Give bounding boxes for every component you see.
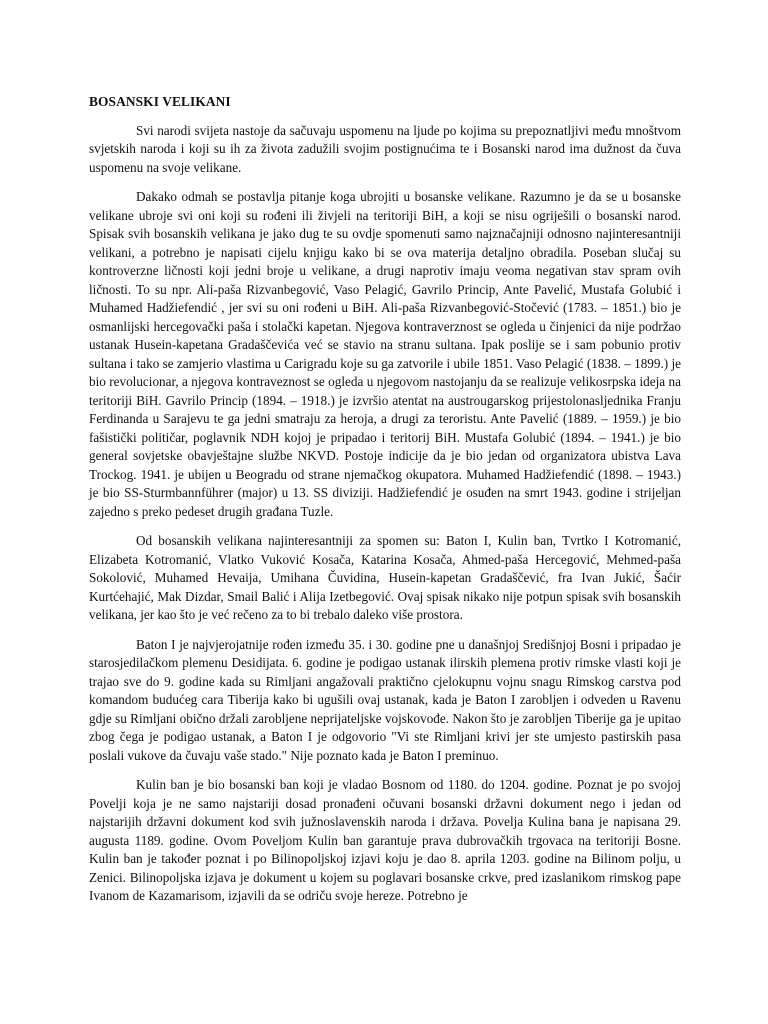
document-body	[89, 93, 681, 917]
paragraph-kulin-ban: Kulin ban je bio bosanski ban koji je vladao Bosnom od 1180. do 1204. godine. Poznat je po svojoj Povelji koja je ne samo najstariji dosad pronađeni očuvani bosanski državni dokument nego i jedan od najstarijih državni dokument kod svih južnoslavenskih naroda i država. Povelja Kulina bana je napisana 29. augusta 1189. godine. Ovom Poveljom Kulin ban garantuje prava dubrovačkih trgovaca na teritoriji Bosne. Kulin ban je također poznat i po Bilinopoljskoj izjavi koju je dao 8. aprila 1203. godine na Bilinom polju, u Zenici. Bilinopoljska izjava je dokument u kojem su poglavari bosanske crkve, pred izaslanikom rimskog pape Ivanom de Kazamarisom, izjavili da se odriču svoje hereze. Potrebno je	[89, 777, 681, 903]
paragraph-notable-list: Od bosanskih velikana najinteresantniji za spomen su: Baton I, Kulin ban, Tvrtko I Kotromanić, Elizabeta Kotromanić, Vlatko Vuković Kosača, Katarina Kosača, Ahmed-paša Hercegović, Mehmed-paša Sokolović, Muhamed Hevaija, Umihana Čuvidina, Husein-kapetan Gradaščević, fra Ivan Jukić, Šaćir Kurtćehajić, Mak Dizdar, Smail Balić i Alija Izetbegović. Ovaj spisak nikako nije potpun spisak svih bosanskih velikana, jer kao što je već rečeno za to bi trebalo daleko više prostora.	[89, 533, 681, 622]
paragraph-intro: Svi narodi svijeta nastoje da sačuvaju uspomenu na ljude po kojima su prepoznatljivi među mnoštvom svjetskih naroda i koji su ih za života zadužili svojim postignućima te i Bosanski narod ima dužnost da čuva uspomenu na svoje velikane.	[89, 122, 681, 175]
paragraph-controversial-figures: Dakako odmah se postavlja pitanje koga ubrojiti u bosanske velikane. Razumno je da se u bosanske velikane ubroje svi oni koji su rođeni ili živjeli na teritoriji BiH, a koji se nisu ogriješili o bosanski narod. Spisak svih bosanskih velikana je jako dug te su ovdje spomenuti samo najznačajniji odnosno najinteresantniji velikani, a potrebno je napisati cijelu knjigu kako bi se ova materija detaljno obradila. Poseban slučaj su kontroverzne ličnosti koji jedni broje u velikane, a drugi naprotiv imaju veoma negativan stav spram ovih ličnosti. To su npr. Ali-paša Rizvanbegović, Vaso Pelagić, Gavrilo Princip, Ante Pavelić, Mustafa Golubić i Muhamed Hadžiefendić , jer svi su oni rođeni u BiH. Ali-paša Rizvanbegović-Stočević (1783. – 1851.) bio je osmanlijski hercegovački paša i stolački kapetan. Njegova kontraverznost se ogleda u činjenici da nije podržao ustanak Husein-kapetana Gradaščevića već se stavio na stranu sultana. Ipak poslije se i sam pobunio protiv sultana i tako se zamjerio vlastima u Carigradu koje su ga zatvorile i ubile 1851. Vaso Pelagić (1838. – 1899.) je bio revolucionar, a njegova kontraveznost se ogleda u njegovom nastojanju da se realizuje velikosrpska ideja na teritoriji BiH. Gavrilo Princip (1894. – 1918.) je izvršio atentat na austrougarskog prijestolonasljednika Franju Ferdinanda u Sarajevu te ga jedni smatraju za heroja, a drugi za teroristu. Ante Pavelić (1889. – 1959.) je bio fašistički političar, poglavnik NDH kojoj je pripadao i teritorij BiH. Mustafa Golubić (1894. – 1941.) je bio general sovjetske obavještajne službe NKVD. Postoje indicije da je bio jedan od organizatora ubistva Lava Trockog. 1941. je ubijen u Beogradu od strane njemačkog okupatora. Muhamed Hadžiefendić (1898. – 1943.) je bio SS-Sturmbannführer (major) u 13. SS diviziji. Hadžiefendić je osuđen na smrt 1943. godine i strijeljan zajedno s preko pedeset drugih građana Tuzle.	[89, 189, 681, 519]
paragraph-baton: Baton I je najvjerojatnije rođen između 35. i 30. godine pne u današnjoj Središnjoj Bosni i pripadao je starosjedilačkom plemenu Desidijata. 6. godine je podigao ustanak ilirskih plemena protiv rimske vlasti koji je trajao sve do 9. godine kada su Rimljani angažovali praktično cjelokupnu vojnu snagu Rimskog carstva pod komandom budućeg cara Tiberija kako bi ugušili ovaj ustanak, kada je Baton I zarobljen i odveden u Ravenu gdje su Rimljani obično držali zarobljene neprijateljske vojskovođe. Nakon što je zarobljen Tiberije ga je upitao zbog čega je podigao ustanak, a Baton I je odgovorio "Vi ste Rimljani krivi jer ste umjesto pastirskih pasa poslali vukove da čuvaju vaše stado." Nije poznato kada je Baton I preminuo.	[89, 636, 681, 763]
page-title: BOSANSKI VELIKANI	[89, 94, 231, 109]
